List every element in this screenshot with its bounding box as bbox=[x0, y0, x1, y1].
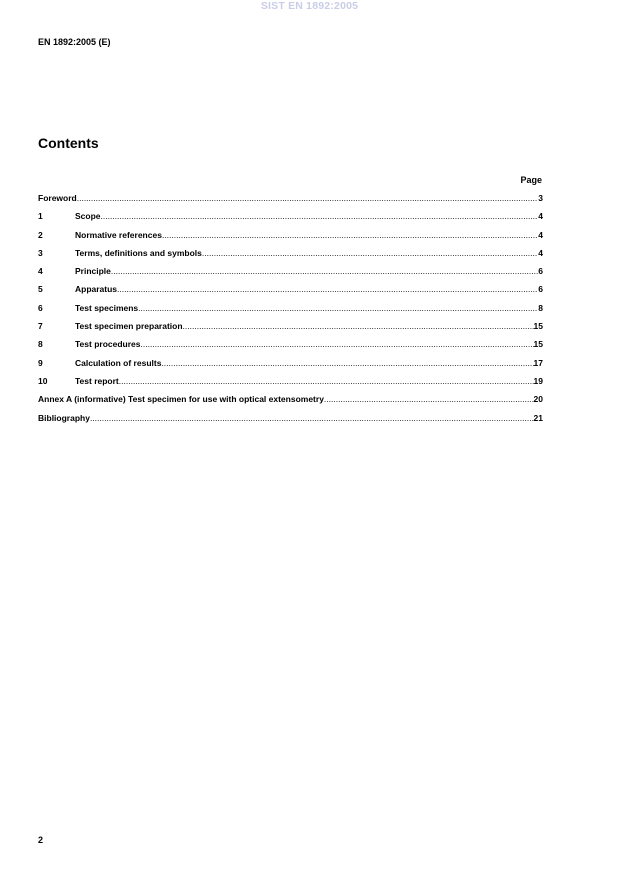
page-number: 2 bbox=[38, 835, 44, 845]
toc-entry-page: 6 bbox=[538, 284, 543, 295]
toc-dot-leader bbox=[138, 303, 538, 313]
toc-entry-page: 4 bbox=[538, 247, 543, 258]
toc-entry[interactable] bbox=[38, 230, 543, 248]
toc-entry[interactable] bbox=[38, 394, 543, 412]
toc-entry-page: 6 bbox=[538, 266, 543, 277]
toc-entry-title: Foreword bbox=[38, 193, 77, 203]
contents-title: Contents bbox=[38, 135, 99, 151]
toc-entry[interactable] bbox=[38, 266, 543, 284]
toc-entry-number: 1 bbox=[38, 211, 43, 222]
toc-dot-leader bbox=[101, 211, 539, 221]
toc-entry-number: 4 bbox=[38, 266, 43, 277]
toc-dot-leader bbox=[77, 193, 539, 203]
page-column-label: Page bbox=[520, 175, 542, 185]
toc-dot-leader bbox=[90, 413, 534, 423]
toc-entry-page: 15 bbox=[533, 339, 543, 350]
document-id-header: EN 1892:2005 (E) bbox=[38, 37, 111, 47]
toc-entry-page: 4 bbox=[538, 211, 543, 222]
toc-entry[interactable] bbox=[38, 376, 543, 394]
toc-entry-title: Test report bbox=[75, 375, 119, 386]
toc-entry-page: 20 bbox=[533, 394, 543, 405]
toc-entry-number: 2 bbox=[38, 229, 43, 240]
toc-entry[interactable] bbox=[38, 211, 543, 229]
toc-dot-leader bbox=[117, 284, 538, 294]
toc-entry-title: Annex A (informative) Test specimen for use with optical extensometry bbox=[38, 394, 324, 405]
toc-entry[interactable] bbox=[38, 321, 543, 339]
toc-entry-title: Calculation of results bbox=[75, 357, 162, 368]
toc-entry-number: 9 bbox=[38, 357, 43, 368]
toc-entry-title: Normative references bbox=[75, 229, 162, 240]
toc-entry-number: 5 bbox=[38, 284, 43, 295]
toc-entry-title: Apparatus bbox=[75, 284, 118, 295]
toc-entry-page: 8 bbox=[538, 302, 543, 313]
toc-entry[interactable] bbox=[38, 248, 543, 266]
toc-entry-number: 7 bbox=[38, 321, 43, 332]
toc-dot-leader bbox=[161, 358, 533, 368]
toc-entry[interactable] bbox=[38, 339, 543, 357]
toc-dot-leader bbox=[202, 248, 538, 258]
toc-entry-number: 10 bbox=[38, 375, 48, 386]
toc-entry-number: 3 bbox=[38, 247, 43, 258]
toc-dot-leader bbox=[162, 230, 538, 240]
toc-entry-page: 21 bbox=[533, 412, 543, 423]
toc-dot-leader bbox=[111, 266, 538, 276]
toc-entry-title: Test specimens bbox=[75, 302, 139, 313]
toc-dot-leader bbox=[183, 321, 534, 331]
toc-entry-title: Scope bbox=[75, 211, 101, 222]
toc-entry-page: 15 bbox=[533, 321, 543, 332]
toc-entry-page: 4 bbox=[538, 229, 543, 240]
toc-entry-title: Test procedures bbox=[75, 339, 141, 350]
toc-entry[interactable] bbox=[38, 358, 543, 376]
toc-entry-title: Principle bbox=[75, 266, 111, 277]
toc-entry-number: 8 bbox=[38, 339, 43, 350]
toc-entry[interactable] bbox=[38, 413, 543, 431]
watermark: SIST EN 1892:2005 bbox=[260, 0, 359, 12]
toc-dot-leader bbox=[141, 339, 534, 349]
toc-entry-title: Terms, definitions and symbols bbox=[75, 247, 202, 258]
toc-entry[interactable] bbox=[38, 303, 543, 321]
toc-entry-title: Bibliography bbox=[38, 412, 90, 423]
toc-entry-page: 3 bbox=[538, 193, 543, 203]
table-of-contents bbox=[38, 193, 543, 431]
toc-entry-page: 17 bbox=[533, 357, 543, 368]
toc-dot-leader bbox=[324, 394, 534, 404]
toc-entry-page: 19 bbox=[533, 375, 543, 386]
toc-entry-number: 6 bbox=[38, 302, 43, 313]
toc-entry-title: Test specimen preparation bbox=[75, 321, 183, 332]
toc-entry[interactable] bbox=[38, 193, 543, 211]
toc-entry[interactable] bbox=[38, 284, 543, 302]
toc-dot-leader bbox=[119, 376, 534, 386]
